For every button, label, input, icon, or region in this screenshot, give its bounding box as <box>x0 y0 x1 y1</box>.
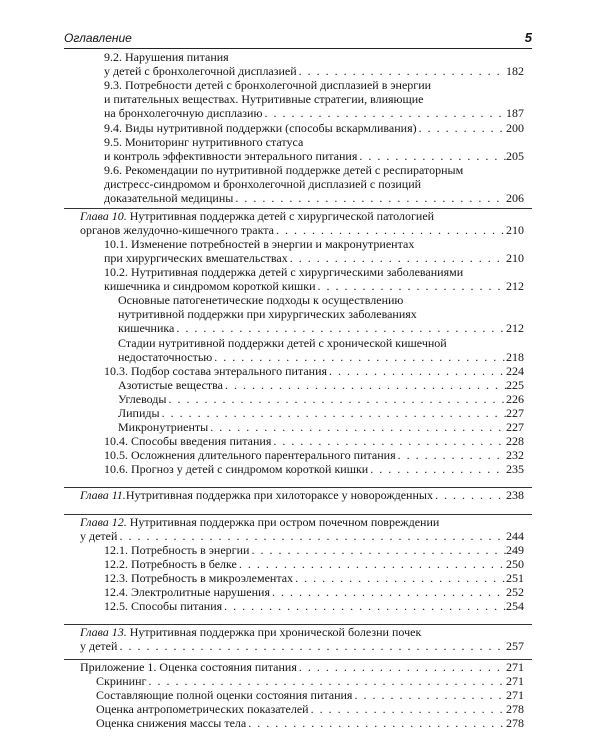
toc-entry-text: Углеводы <box>118 392 167 406</box>
toc-entry[interactable] <box>104 557 524 571</box>
toc-entry-text: Микронутриенты <box>118 420 209 434</box>
toc-entry[interactable] <box>96 702 524 716</box>
toc-page-number: 235 <box>506 462 524 476</box>
toc-entry[interactable] <box>104 265 524 293</box>
dot-leader <box>160 406 506 420</box>
dot-leader <box>270 585 506 599</box>
toc-entry-line <box>104 462 524 476</box>
toc-page-number: 187 <box>506 106 524 121</box>
toc-chapter-entry[interactable] <box>80 515 524 543</box>
toc-entry-line <box>80 223 524 237</box>
toc-page-number: 210 <box>506 223 524 238</box>
toc-entry-line <box>80 209 524 223</box>
toc-entry-text: 10.4. Способы введения питания <box>104 434 272 448</box>
toc-page-number: 252 <box>506 585 524 599</box>
dot-leader <box>223 378 506 392</box>
toc-entry-text: кишечника и синдромом короткой кишки <box>104 279 316 294</box>
toc-entry[interactable] <box>118 378 524 392</box>
dot-leader <box>327 364 506 378</box>
toc-entry-text: кишечника <box>118 321 175 336</box>
toc-entry-line <box>104 279 524 293</box>
toc-entry[interactable] <box>104 78 524 121</box>
toc-page-number: 218 <box>506 350 524 365</box>
toc-entry[interactable] <box>118 420 524 434</box>
toc-entry-line <box>80 515 524 529</box>
toc-entry-line <box>80 625 524 639</box>
toc-entry[interactable] <box>118 392 524 406</box>
toc-page-number: 210 <box>506 251 524 266</box>
section-divider <box>64 624 532 625</box>
toc-chapter-entry[interactable] <box>80 625 524 653</box>
toc-entry[interactable] <box>104 237 524 265</box>
toc-entry[interactable] <box>118 336 524 364</box>
dot-leader <box>146 674 506 688</box>
toc-entry-line <box>104 434 524 448</box>
toc-page-number: 182 <box>506 64 524 79</box>
dot-leader <box>368 462 506 476</box>
toc-entry-text: 12.2. Потребность в белке <box>104 557 237 571</box>
toc-entry-line <box>118 420 524 434</box>
toc-page-number: 226 <box>506 392 524 406</box>
toc-page-number: 257 <box>506 639 524 654</box>
toc-entry-text: 9.5. Мониторинг нутритивного статуса <box>104 135 304 149</box>
toc-entry-line <box>104 251 524 265</box>
toc-page-number: 224 <box>506 364 524 378</box>
dot-leader <box>166 392 506 406</box>
dot-leader <box>357 149 506 163</box>
dot-leader <box>117 529 506 543</box>
header-title: Оглавление <box>64 31 132 45</box>
toc-entry-line <box>118 307 524 321</box>
dot-leader <box>237 557 506 571</box>
toc-entry[interactable] <box>104 571 524 585</box>
toc-page-number: 200 <box>506 121 524 135</box>
toc-entry-line <box>104 585 524 599</box>
toc-entry-line <box>104 177 524 191</box>
toc-entry[interactable] <box>104 121 524 135</box>
toc-entry[interactable] <box>104 543 524 557</box>
toc-chapter-entry[interactable] <box>80 209 524 237</box>
toc-entry[interactable] <box>96 674 524 688</box>
toc-entry-line <box>118 406 524 420</box>
toc-entry[interactable] <box>104 434 524 448</box>
toc-page-number: 249 <box>506 543 524 557</box>
toc-entry[interactable] <box>96 716 524 730</box>
toc-entry-line <box>118 392 524 406</box>
chapter-label: Глава 11. <box>80 488 126 502</box>
toc-entry-text: на бронхолегочную дисплазию <box>104 106 263 121</box>
dot-leader <box>316 279 507 293</box>
toc-entry[interactable] <box>96 688 524 702</box>
toc-entry-line <box>104 237 524 251</box>
dot-leader <box>288 251 506 265</box>
toc-page-number: 278 <box>506 716 524 730</box>
toc-entry-text: 10.5. Осложнения длительного парентерального питания <box>104 448 396 462</box>
toc-entry-text: 9.6. Рекомендации по нутритивной поддержке детей с респираторным <box>104 163 464 177</box>
toc-chapter-entry[interactable] <box>80 488 524 502</box>
toc-entry-text: Основные патогенетические подходы к осуществлению <box>118 293 404 307</box>
toc-page-number: 206 <box>506 191 524 206</box>
toc-entry-line <box>104 135 524 149</box>
toc-entry-text: Нутритивная поддержка при хронической болезни почек <box>129 625 422 639</box>
toc-entry-text: Нутритивная поддержка при остром почечном повреждении <box>129 515 440 529</box>
toc-entry-line <box>96 674 524 688</box>
toc-entry-line <box>118 378 524 392</box>
toc-entry[interactable] <box>104 364 524 378</box>
toc-entry-line <box>118 321 524 335</box>
toc-entry-line <box>104 50 524 64</box>
toc-entry-text: дистресс-синдромом и бронхолегочной дисплазией с позиций <box>104 177 422 192</box>
toc-entry-line <box>104 64 524 78</box>
toc-entry-line <box>104 599 524 613</box>
section-divider <box>64 208 532 209</box>
toc-page-number: 212 <box>506 279 524 294</box>
toc-entry-text: Нутритивная поддержка детей с хирургической патологией <box>129 209 435 223</box>
chapter-label: Глава 10. <box>80 209 127 223</box>
dot-leader <box>417 121 506 135</box>
toc-page-number: 250 <box>506 557 524 571</box>
toc-entry-text: 9.2. Нарушения питания <box>104 50 229 64</box>
dot-leader <box>246 716 506 730</box>
toc-entry-text: и питательных веществах. Нутритивные стратегии, влияющие <box>104 92 424 107</box>
toc-entry-line <box>80 529 524 543</box>
header-page-number: 5 <box>524 30 532 45</box>
toc-entry[interactable] <box>104 50 524 78</box>
toc-page-number: 228 <box>506 434 524 448</box>
toc-page-number: 271 <box>506 688 524 702</box>
dot-leader <box>396 448 506 462</box>
toc-entry-text: Приложение 1. Оценка состояния питания <box>80 660 297 674</box>
toc-page-number: 227 <box>506 406 524 420</box>
toc-entry[interactable] <box>118 406 524 420</box>
dot-leader <box>262 106 506 120</box>
toc-entry-line <box>104 92 524 106</box>
toc-entry-text: 12.1. Потребность в энергии <box>104 543 250 557</box>
toc-entry[interactable] <box>104 585 524 599</box>
toc-entry-line <box>80 660 524 674</box>
toc-entry-text: Скрининг <box>96 674 147 688</box>
chapter-label: Глава 13. <box>80 625 127 639</box>
toc-entry-text: и контроль эффективности энтерального питания <box>104 149 358 164</box>
section-divider <box>64 659 532 660</box>
dot-leader <box>222 599 506 613</box>
toc-entry-line <box>104 78 524 92</box>
toc-entry-text: недостаточностью <box>118 350 213 365</box>
toc-entry-text: 9.3. Потребности детей с бронхолегочной дисплазией в энергии <box>104 78 432 92</box>
toc-entry-line <box>104 106 524 120</box>
toc-page-number: 278 <box>506 702 524 716</box>
toc-entry-text: Нутритивная поддержка при хилотораксе у новорожденных <box>125 488 433 502</box>
toc-entry[interactable] <box>104 448 524 462</box>
toc-entry-line <box>104 149 524 163</box>
toc-page-number: 205 <box>506 149 524 164</box>
toc-entry[interactable] <box>104 163 524 206</box>
dot-leader <box>174 321 506 335</box>
toc-entry-line <box>96 716 524 730</box>
toc-entry-line <box>80 488 524 502</box>
toc-entry-text: органов желудочно-кишечного тракта <box>80 223 274 238</box>
dot-leader <box>352 688 506 702</box>
toc-entry-line <box>104 543 524 557</box>
dot-leader <box>309 702 506 716</box>
toc-page-number: 271 <box>506 660 524 674</box>
toc-entry-text: 10.2. Нутритивная поддержка детей с хирургическими заболеваниями <box>104 265 464 279</box>
toc-entry-line <box>104 121 524 135</box>
toc-entry-line <box>96 688 524 702</box>
toc-entry-text: нутритивной поддержки при хирургических заболеваниях <box>118 307 417 322</box>
dot-leader <box>297 660 506 674</box>
toc-entry-text: у детей <box>80 639 118 654</box>
dot-leader <box>212 350 506 364</box>
toc-entry-line <box>118 350 524 364</box>
toc-entry-line <box>80 639 524 653</box>
toc-entry-text: Азотистые вещества <box>118 378 223 392</box>
dot-leader <box>233 191 506 205</box>
toc-entry-line <box>104 448 524 462</box>
dot-leader <box>433 488 506 502</box>
dot-leader <box>117 639 506 653</box>
dot-leader <box>293 571 506 585</box>
chapter-label: Глава 12. <box>80 515 127 529</box>
toc-page-number: 225 <box>506 378 524 392</box>
toc-entry-line <box>118 336 524 350</box>
toc-entry[interactable] <box>80 660 524 674</box>
section-divider <box>64 514 532 515</box>
toc-entry-text: 10.6. Прогноз у детей с синдромом короткой кишки <box>104 462 369 476</box>
toc-entry-text: доказательной медицины <box>104 191 234 206</box>
toc-entry[interactable] <box>104 135 524 163</box>
dot-leader <box>297 64 506 78</box>
toc-page-number: 254 <box>506 599 524 613</box>
toc-entry-line <box>104 191 524 205</box>
toc-entry[interactable] <box>104 462 524 476</box>
toc-entry-text: Стадии нутритивной поддержки детей с хронической кишечной <box>118 336 447 350</box>
toc-page-number: 238 <box>506 488 524 502</box>
toc-page-number: 271 <box>506 674 524 688</box>
toc-entry-text: 10.1. Изменение потребностей в энергии и макронутриентах <box>104 237 415 251</box>
toc-entry-text: 9.4. Виды нутритивной поддержки (способы вскармливания) <box>104 121 417 135</box>
toc-entry-text: Оценка антропометрических показателей <box>96 702 309 716</box>
toc-entry[interactable] <box>104 599 524 613</box>
dot-leader <box>208 420 506 434</box>
toc-entry-text: Оценка снижения массы тела <box>96 716 247 730</box>
toc-entry-line <box>96 702 524 716</box>
toc-entry-text: 12.5. Способы питания <box>104 599 223 613</box>
toc-entry-text: у детей с бронхолегочной дисплазией <box>104 64 297 79</box>
toc-entry-line <box>118 293 524 307</box>
dot-leader <box>271 434 506 448</box>
toc-page-number: 251 <box>506 571 524 585</box>
toc-entry[interactable] <box>118 293 524 336</box>
toc-entry-text: при хирургических вмешательствах <box>104 251 288 266</box>
toc-page-number: 227 <box>506 420 524 434</box>
toc-entry-line <box>104 265 524 279</box>
toc-entry-text: Составляющие полной оценки состояния питания <box>96 688 353 702</box>
toc-entry-text: Липиды <box>118 406 160 420</box>
dot-leader <box>274 223 506 237</box>
toc-entry-text: 12.3. Потребность в микроэлементах <box>104 571 294 585</box>
toc-page-number: 244 <box>506 529 524 544</box>
toc-page-number: 212 <box>506 321 524 336</box>
toc-entry-line <box>104 571 524 585</box>
toc-entry-line <box>104 557 524 571</box>
toc-entry-line <box>104 364 524 378</box>
section-divider <box>64 487 532 488</box>
toc-page-number: 232 <box>506 448 524 462</box>
toc-entry-text: 10.3. Подбор состава энтерального питания <box>104 364 328 378</box>
toc-entry-text: у детей <box>80 529 118 544</box>
dot-leader <box>249 543 506 557</box>
toc-entry-line <box>104 163 524 177</box>
toc-entry-text: 12.4. Электролитные нарушения <box>104 585 270 599</box>
